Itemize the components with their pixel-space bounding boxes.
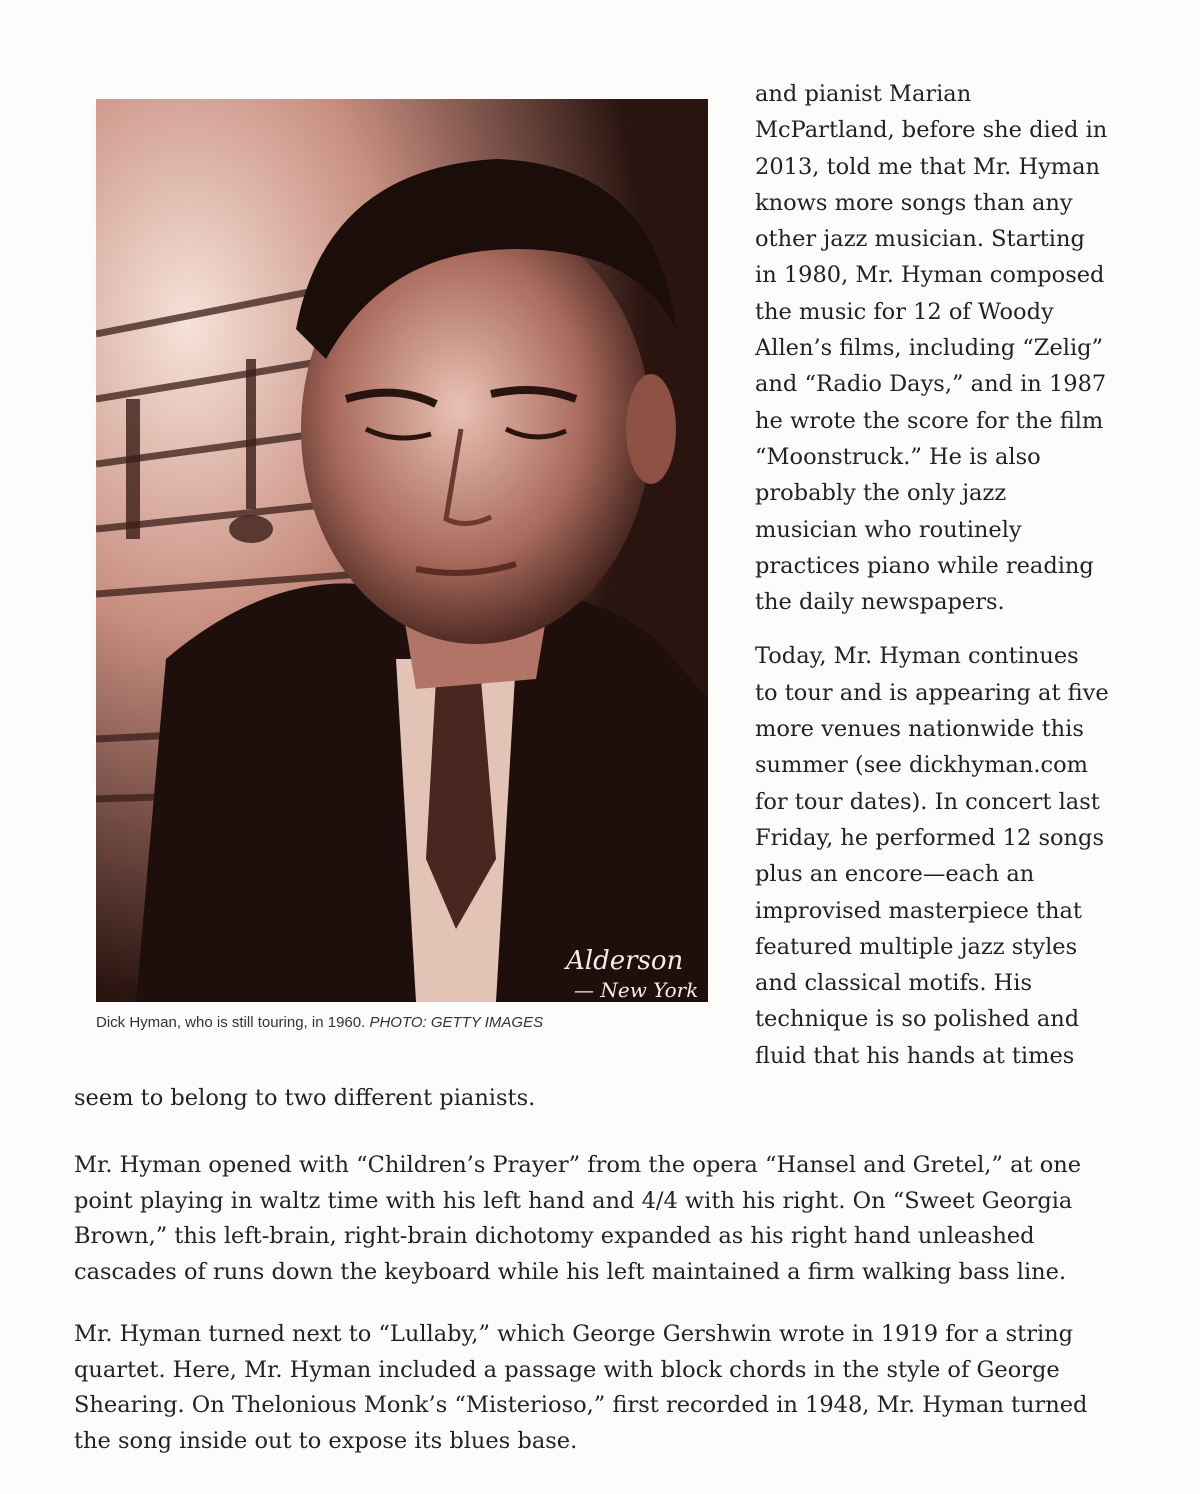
text-line: to tour and is appearing at five: [755, 679, 1109, 706]
text-line: technique is so polished and: [755, 1006, 1080, 1033]
text-line: for tour dates). In concert last: [755, 788, 1100, 815]
text-line: more venues nationwide this: [755, 716, 1084, 743]
text-line: probably the only jazz: [755, 480, 1007, 507]
text-line: quartet. Here, Mr. Hyman included a passage with block chords in the style of George: [74, 1356, 1060, 1383]
text-line: the song inside out to expose its blues base.: [74, 1427, 578, 1454]
caption-credit: PHOTO: GETTY IMAGES: [369, 1014, 544, 1031]
text-line: Friday, he performed 12 songs: [755, 824, 1104, 851]
paragraph: [755, 638, 1195, 1074]
paragraph-continuation: [74, 1081, 1164, 1117]
text-line: other jazz musician. Starting: [755, 226, 1085, 253]
text-line: musician who routinely: [755, 516, 1022, 543]
text-line: practices piano while reading: [755, 552, 1094, 579]
text-line: knows more songs than any: [755, 189, 1073, 216]
text-line: the daily newspapers.: [755, 589, 1005, 616]
text-line: summer (see dickhyman.com: [755, 752, 1088, 779]
photo-caption: [96, 1014, 736, 1031]
portrait-photo: [96, 99, 708, 1002]
paragraph: [74, 1317, 1164, 1459]
paragraph: [755, 76, 1195, 620]
text-line: Brown,” this left-brain, right-brain dichotomy expanded as his right hand unleashed: [74, 1223, 1035, 1250]
text-line: Mr. Hyman turned next to “Lullaby,” which George Gershwin wrote in 1919 for a string: [74, 1321, 1074, 1347]
text-line: he wrote the score for the film: [755, 407, 1104, 434]
text-line: fluid that his hands at times: [755, 1042, 1075, 1069]
photo-signature-name: Alderson: [566, 946, 684, 976]
text-line: cascades of runs down the keyboard while his left maintained a firm walking bass line.: [74, 1258, 1067, 1285]
text-line: point playing in waltz time with his left hand and 4/4 with his right. On “Sweet Georgia: [74, 1187, 1073, 1214]
text-line: and “Radio Days,” and in 1987: [755, 371, 1107, 398]
photo-signature-city: — New York: [574, 978, 699, 1002]
text-line: seem to belong to two different pianists.: [74, 1085, 536, 1111]
portrait-illustration: [96, 99, 708, 1002]
text-line: in 1980, Mr. Hyman composed: [755, 262, 1105, 289]
text-line: 2013, told me that Mr. Hyman: [755, 153, 1101, 180]
text-line: plus an encore—each an: [755, 861, 1035, 888]
text-line: “Moonstruck.” He is also: [755, 443, 1041, 470]
text-line: and pianist Marian: [755, 81, 972, 107]
text-line: Today, Mr. Hyman continues: [755, 643, 1079, 670]
text-line: featured multiple jazz styles: [755, 933, 1078, 960]
text-line: McPartland, before she died in: [755, 117, 1108, 144]
text-line: and classical motifs. His: [755, 970, 1032, 997]
caption-text: Dick Hyman, who is still touring, in 1960.: [96, 1014, 366, 1031]
text-line: Mr. Hyman opened with “Children’s Prayer” from the opera “Hansel and Gretel,” at one: [74, 1152, 1082, 1178]
text-line: the music for 12 of Woody: [755, 298, 1054, 325]
paragraph: [74, 1148, 1164, 1290]
text-line: Allen’s films, including “Zelig”: [755, 335, 1104, 362]
text-line: Shearing. On Thelonious Monk’s “Misterioso,” first recorded in 1948, Mr. Hyman turned: [74, 1392, 1088, 1419]
right-column: [755, 76, 1195, 1074]
text-line: improvised masterpiece that: [755, 897, 1082, 924]
